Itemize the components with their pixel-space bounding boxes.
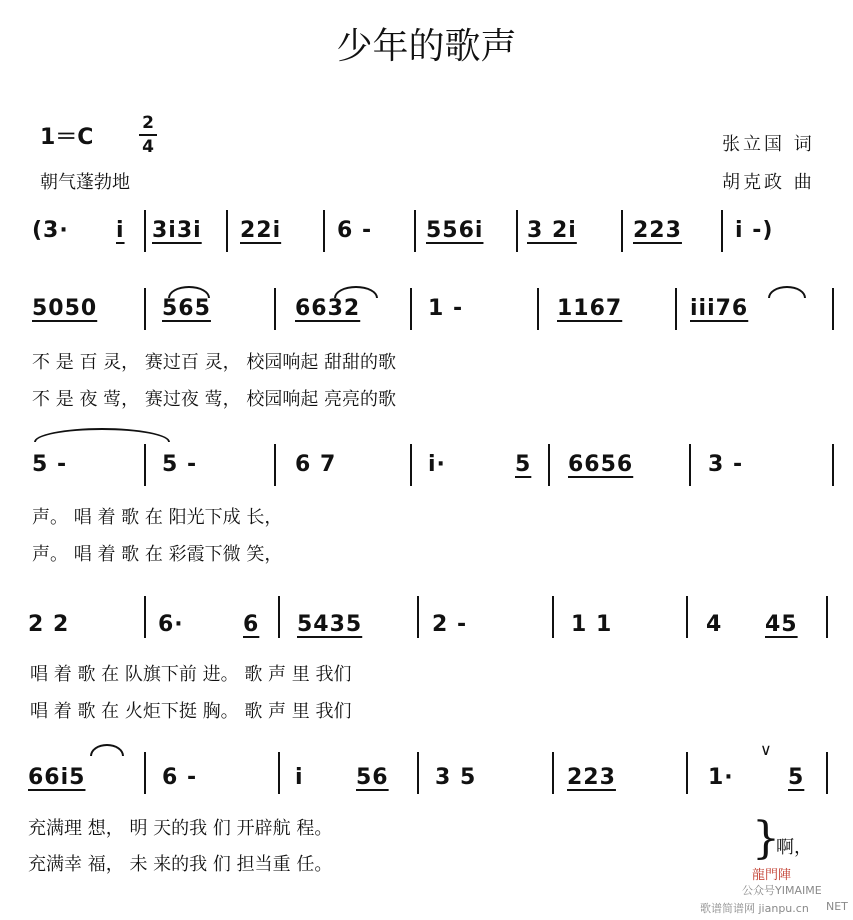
note-group: 6· xyxy=(158,612,184,637)
meter-bottom: 4 xyxy=(142,137,154,157)
page-title: 少年的歌声 xyxy=(336,26,517,67)
note-group: 6 7 xyxy=(295,452,337,477)
note-group: i xyxy=(116,218,125,243)
note-group: 5 xyxy=(788,765,805,790)
note-group: 5 xyxy=(515,452,532,477)
lyric-line: 声。 唱 着 歌 在 彩霞下微 笑， xyxy=(32,544,283,565)
note-group: 5 - xyxy=(32,452,68,477)
note-group: 6656 xyxy=(568,452,634,477)
barline xyxy=(144,596,146,638)
lyric-exclamation: 啊， xyxy=(776,837,812,858)
barline xyxy=(144,444,146,486)
lyricist-credit: 张立国 词 xyxy=(722,134,815,155)
barline xyxy=(410,288,412,330)
tie-arc xyxy=(90,744,124,756)
lyric-line: 不 是 百 灵， 赛过百 灵， 校园响起 甜甜的歌 xyxy=(32,352,397,373)
note-group: i -) xyxy=(735,218,774,243)
barline xyxy=(686,752,688,794)
barline xyxy=(323,210,325,252)
barline xyxy=(826,596,828,638)
barline xyxy=(516,210,518,252)
note-group: 223 xyxy=(567,765,616,790)
note-group: 5050 xyxy=(32,296,98,321)
lyric-line: 充满理 想， 明 天的我 们 开辟航 程。 xyxy=(28,818,333,839)
time-signature xyxy=(137,112,159,158)
note-group: 6 - xyxy=(162,765,198,790)
barline xyxy=(537,288,539,330)
watermark-logo: 龍門陣 xyxy=(752,868,792,883)
barline xyxy=(675,288,677,330)
note-group: 56 xyxy=(356,765,389,790)
note-group: 5 - xyxy=(162,452,198,477)
note-group: 6 - xyxy=(337,218,373,243)
note-group: iii76 xyxy=(690,296,749,321)
lyric-line: 充满幸 福， 未 来的我 们 担当重 任。 xyxy=(28,854,333,875)
note-group: 3i3i xyxy=(152,218,202,243)
lyric-line: 唱 着 歌 在 队旗下前 进。 歌 声 里 我们 xyxy=(30,664,352,685)
lyric-line: 声。 唱 着 歌 在 阳光下成 长， xyxy=(32,507,283,528)
note-group: i· xyxy=(428,452,446,477)
key-signature: 1＝C xyxy=(40,125,94,150)
lyric-line: 唱 着 歌 在 火炬下挺 胸。 歌 声 里 我们 xyxy=(30,701,352,722)
note-group: 3 2i xyxy=(527,218,577,243)
barline xyxy=(144,752,146,794)
note-group: 6 xyxy=(243,612,260,637)
note-group: (3· xyxy=(32,218,69,243)
barline xyxy=(686,596,688,638)
barline xyxy=(548,444,550,486)
watermark-domain: NET xyxy=(826,900,848,913)
note-group: 3 5 xyxy=(435,765,477,790)
lyric-line: 不 是 夜 莺， 赛过夜 莺， 校园响起 亮亮的歌 xyxy=(32,389,397,410)
note-group: 223 xyxy=(633,218,682,243)
note-group: 1 - xyxy=(428,296,464,321)
barline xyxy=(278,596,280,638)
tempo-marking: 朝气蓬勃地 xyxy=(40,172,130,193)
meter-top: 2 xyxy=(142,113,154,133)
note-group: 5435 xyxy=(297,612,363,637)
barline xyxy=(552,596,554,638)
breath-mark-icon: ∨ xyxy=(760,740,772,759)
watermark-site: 歌谱简谱网 jianpu.cn xyxy=(700,902,809,915)
barline xyxy=(417,596,419,638)
composer-credit: 胡克政 曲 xyxy=(722,172,815,193)
barline xyxy=(414,210,416,252)
barline xyxy=(689,444,691,486)
note-group: 4 xyxy=(706,612,723,637)
note-group: 6632 xyxy=(295,296,361,321)
note-group: 22i xyxy=(240,218,282,243)
barline xyxy=(721,210,723,252)
barline xyxy=(144,288,146,330)
barline xyxy=(832,444,834,486)
barline xyxy=(274,288,276,330)
barline xyxy=(226,210,228,252)
note-group: 45 xyxy=(765,612,798,637)
tie-arc xyxy=(34,428,170,442)
barline xyxy=(552,752,554,794)
tie-arc xyxy=(768,286,806,298)
barline xyxy=(144,210,146,252)
barline xyxy=(274,444,276,486)
barline xyxy=(278,752,280,794)
note-group: 1· xyxy=(708,765,734,790)
barline xyxy=(832,288,834,330)
note-group: 3 - xyxy=(708,452,744,477)
note-group: 2 - xyxy=(432,612,468,637)
watermark-account: 公众号YIMAIME xyxy=(742,884,822,897)
note-group: 556i xyxy=(426,218,484,243)
barline xyxy=(417,752,419,794)
note-group: i xyxy=(295,765,304,790)
note-group: 565 xyxy=(162,296,211,321)
note-group: 1167 xyxy=(557,296,623,321)
note-group: 66i5 xyxy=(28,765,86,790)
note-group: 2 2 xyxy=(28,612,70,637)
note-group: 1 1 xyxy=(571,612,613,637)
brace-icon: } xyxy=(752,813,780,864)
barline xyxy=(826,752,828,794)
barline xyxy=(621,210,623,252)
barline xyxy=(410,444,412,486)
